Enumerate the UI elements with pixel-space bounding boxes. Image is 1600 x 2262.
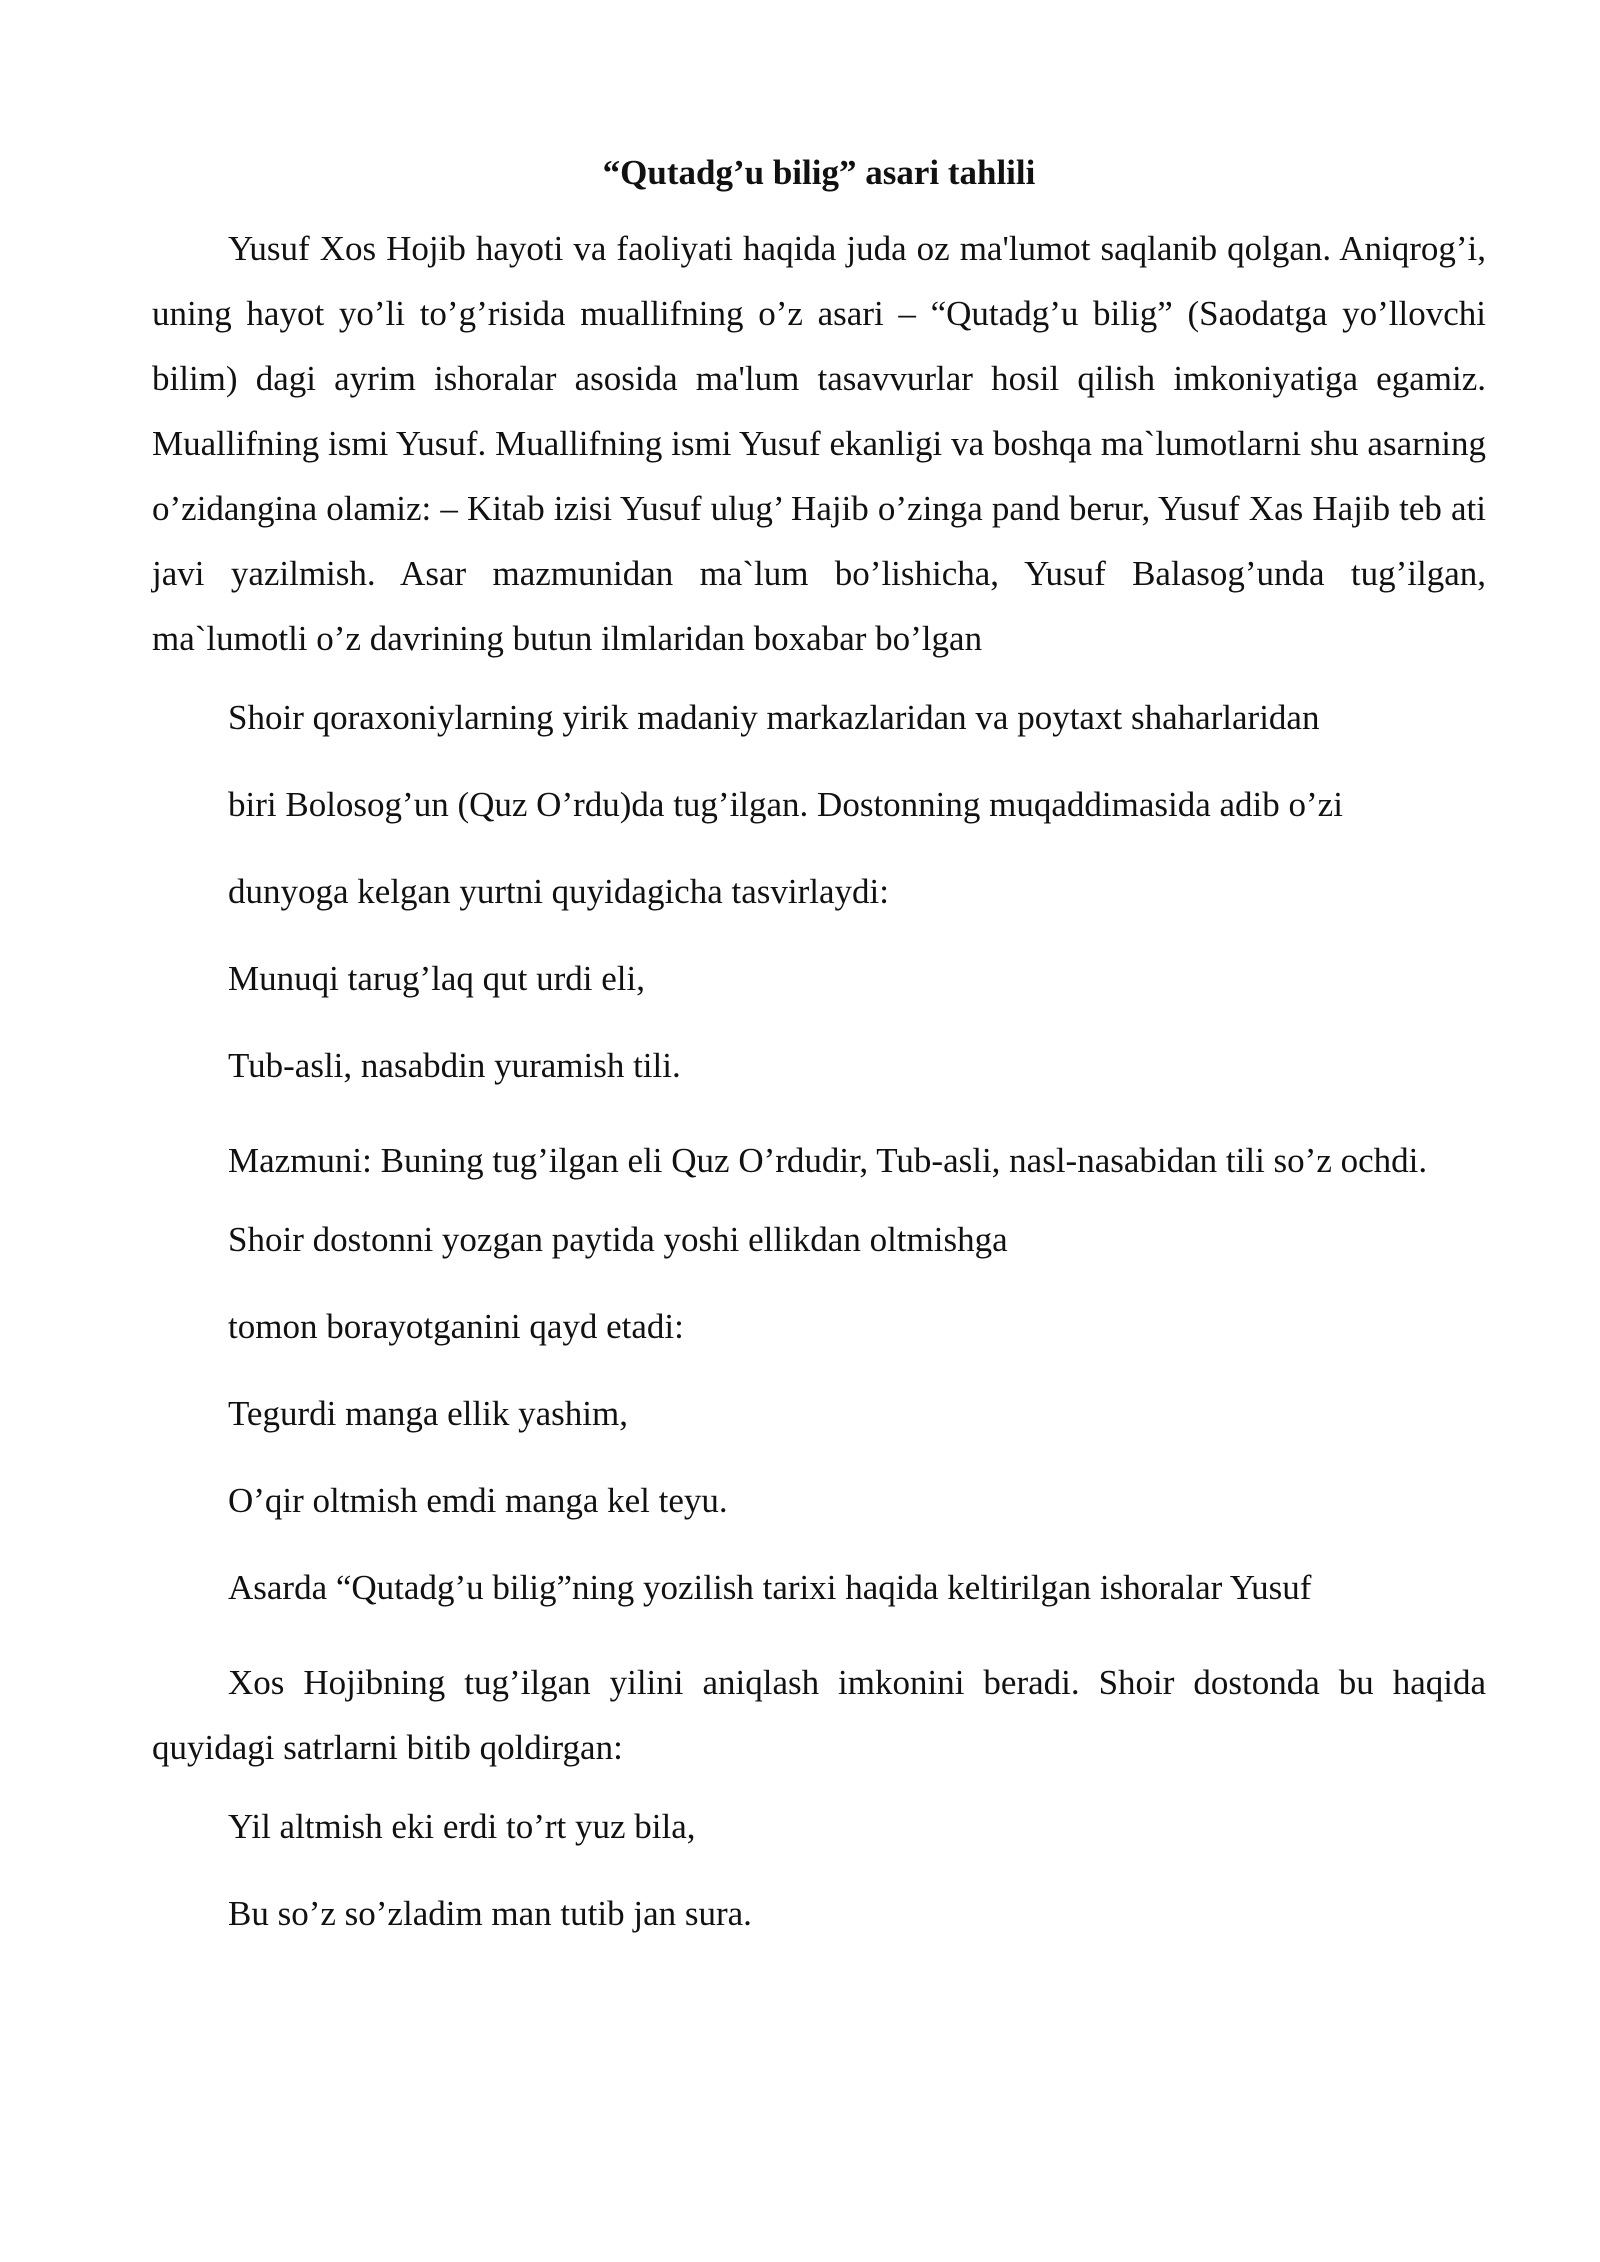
paragraph-intro: Yusuf Xos Hojib hayoti va faoliyati haqida juda oz ma'lumot saqlanib qolgan. Aniqrog’i, uning hayot yo’li to’g’risida muallifning o’z asari – “Qutadg’u bilig” (Saodatga yo’llovchi bilim) dagi ayrim ishoralar asosida ma'lum tasavvurlar hosil qilish imkoniyatiga egamiz. Muallifning ismi Yusuf. Muallifning ismi Yusuf ekanligi va boshqa ma`lumotlarni shu asarning o’zidangina olamiz: – Kitab izisi Yusuf ulug’ Hajib o’zinga pand berur, Yusuf Xas Hajib teb ati javi yazilmish. Asar mazmunidan ma`lum bo’lishicha, Yusuf Balasog’unda tug’ilgan, ma`lumotli o’z davrining butun ilmlaridan boxabar bo’lgan [152, 229, 1486, 658]
text-line: Shoir dostonni yozgan paytida yoshi ellikdan oltmishga [228, 1220, 1008, 1259]
verse-line: O’qir oltmish emdi manga kel teyu. [228, 1481, 728, 1520]
paragraph-birth-year: Xos Hojibning tug’ilgan yilini aniqlash imkonini beradi. Shoir dostonda bu haqida quyidagi satrlarni bitib qoldirgan: [152, 1663, 1486, 1767]
verse-line: Yil altmish eki erdi to’rt yuz bila, [228, 1807, 696, 1846]
text-line: Asarda “Qutadg’u bilig”ning yozilish tarixi haqida keltirilgan ishoralar Yusuf [228, 1568, 1312, 1607]
verse-line: Tub-asli, nasabdin yuramish tili. [228, 1046, 681, 1085]
text-line: dunyoga kelgan yurtni quyidagicha tasvirlaydi: [228, 872, 889, 911]
verse-line: Bu so’z so’zladim man tutib jan sura. [228, 1894, 752, 1933]
text-line: tomon borayotganini qayd etadi: [228, 1307, 684, 1346]
verse-line: Tegurdi manga ellik yashim, [228, 1394, 628, 1433]
document-title: “Qutadg’u bilig” asari tahlili [602, 153, 1036, 192]
paragraph-meaning: Mazmuni: Buning tug’ilgan eli Quz O’rdudir, Tub-asli, nasl-nasabidan tili so’z ochdi. [228, 1141, 1428, 1180]
text-line: biri Bolosog’un (Quz O’rdu)da tug’ilgan. Dostonning muqaddimasida adib o’zi [228, 785, 1343, 824]
verse-line: Munuqi tarug’laq qut urdi eli, [228, 959, 646, 998]
document-body [152, 148, 1486, 1976]
text-line: Shoir qoraxoniylarning yirik madaniy markazlaridan va poytaxt shaharlaridan [228, 698, 1320, 737]
